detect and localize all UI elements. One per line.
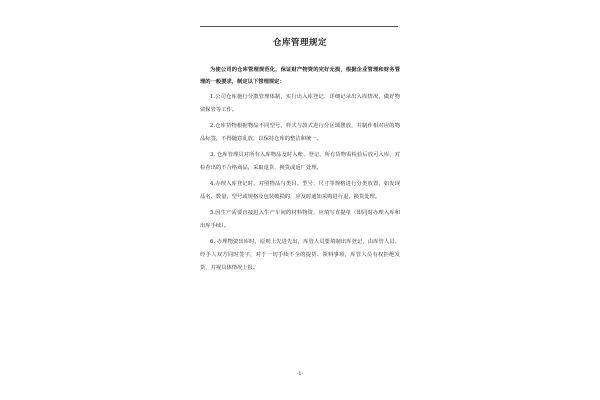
rule-paragraph-3: 3. 仓库管理员对所有入库物品及时入账、登记，所有货物需检验后放可入库，对检查出的不合格商品，采取退货、换货或返厂处理。 — [200, 152, 400, 171]
rule-paragraph-5: 5.因生产需要直接进入生产车间的材料物资，应填写直提单（即同时办理入库和出库手续）。 — [200, 210, 400, 229]
header-rule — [200, 26, 398, 27]
page-number: -1- — [296, 372, 304, 377]
rule-paragraph-2: 2.仓库货物根据物品不同型号、样式与款式进行分区域摆放，并制作相对应的物品标签，不得随意乱放，以保持仓库的整洁和统一。 — [200, 123, 400, 142]
intro-paragraph: 为使公司的仓库管理规范化，保证财产物资的完好无损，根据企业管理和财务管理的一般要求，制定以下管理规定： — [200, 67, 400, 85]
rule-paragraph-1: 1.公司仓库施行分散管理体制，实行出入库登记，详细记录出入库情况，做好物资保管等工作。 — [200, 94, 400, 113]
document-body — [200, 30, 400, 278]
rule-paragraph-4: 4.办理入库登记时，对照物品与类目、型号、尺寸等规格进行分类放置，如发现品名、数量、型号或规格及包装破损的，应及时通知采购进行退、换货处理。 — [200, 181, 400, 200]
document-title: 仓库管理规定 — [272, 38, 327, 48]
rule-paragraph-6: 6. 办理物资出库时，原则上先进先出，库管人员要填制出库登记，由库管人员、经手人双方同时签字，对于一切手续不全的提货、领料事项，库管人员有权拒绝发货，并视具体情况上报。 — [200, 239, 400, 271]
